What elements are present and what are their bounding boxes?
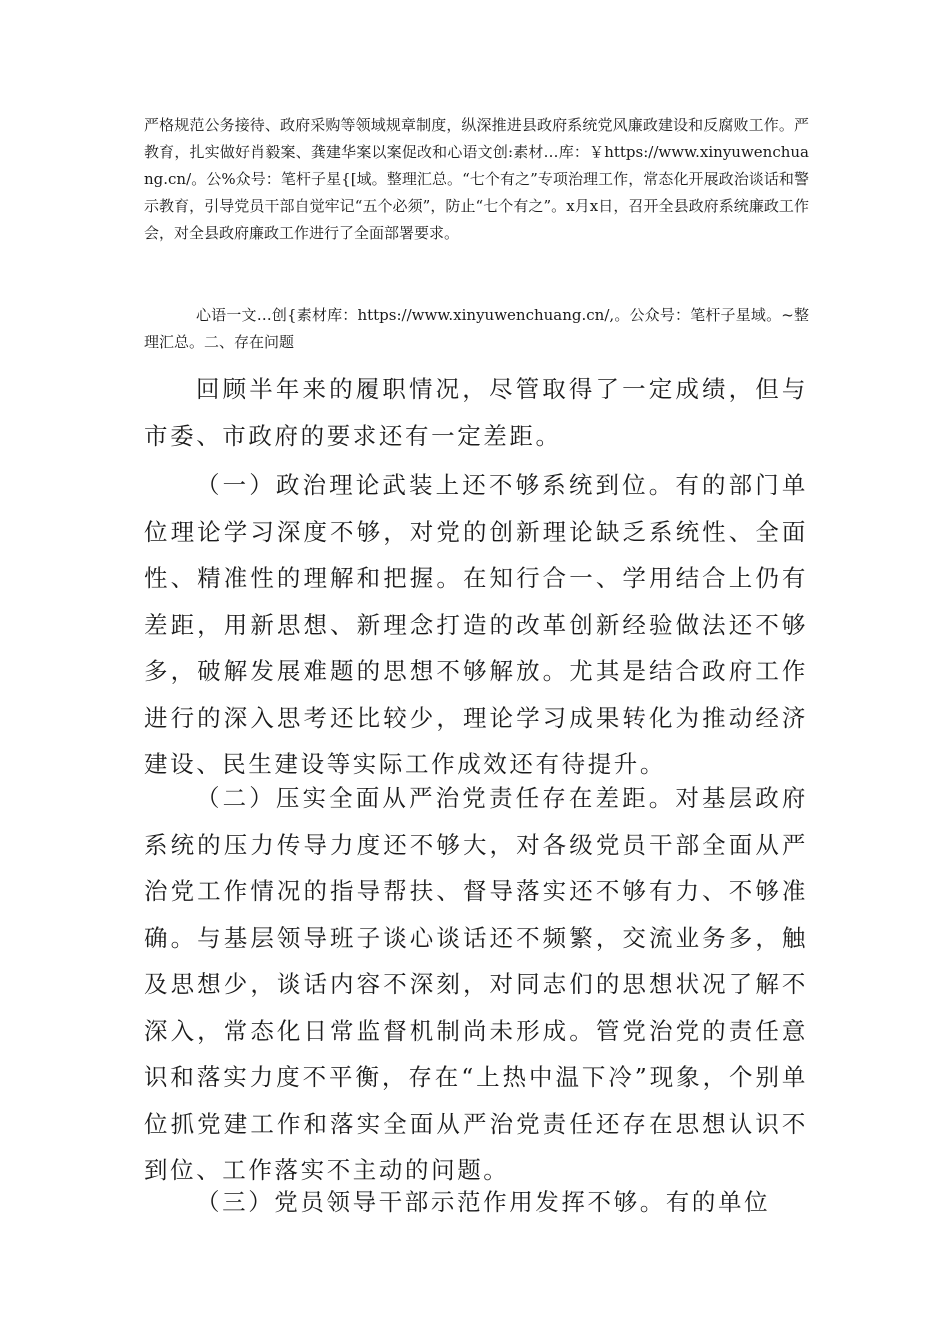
paragraph-section-heading: 心语一文…创{素材库：https://www.xinyuwenchuang.cn/,。公众号：笔杆子星域。~整理汇总。二、存在问题 — [144, 306, 809, 351]
paragraph-integrity-work: 严格规范公务接待、政府采购等领域规章制度，纵深推进县政府系统党风廉政建设和反腐败工作。严教育，扎实做好肖毅案、龚建华案以案促改和心语文创:素材…库：￥https://www.xinyuwenchuang.cn/。公%众号：笔杆子星{[域。整理汇总。“七个有之”专项治理工作，常态化开展政治谈话和警示教育，引导党员干部自觉牢记“五个必须”，防止“七个有之”。x月x日，召开全县政府系统廉政工作会，对全县政府廉政工作进行了全面部署要求。 — [144, 116, 809, 242]
paragraph-issue-one: （一）政治理论武装上还不够系统到位。有的部门单位理论学习深度不够，对党的创新理论缺乏系统性、全面性、精准性的理解和把握。在知行合一、学用结合上仍有差距，用新思想、新理念打造的改革创新经验做法还不够多，破解发展难题的思想不够解放。尤其是结合政府工作进行的深入思考还比较少，理论学习成果转化为推动经济建设、民生建设等实际工作成效还有待提升。 — [144, 471, 808, 778]
paragraph-review-intro: 回顾半年来的履职情况，尽管取得了一定成绩，但与市委、市政府的要求还有一定差距。 — [144, 375, 808, 450]
paragraph-issue-three: （三）党员领导干部示范作用发挥不够。有的单位 — [196, 1188, 771, 1216]
paragraph-issue-two: （二）压实全面从严治党责任存在差距。对基层政府系统的压力传导力度还不够大，对各级党员干部全面从严治党工作情况的指导帮扶、督导落实还不够有力、不够准确。与基层领导班子谈心谈话还不频繁，交流业务多，触及思想少，谈话内容不深刻，对同志们的思想状况了解不深入，常态化日常监督机制尚未形成。管党治党的责任意识和落实力度不平衡，存在“上热中温下冷”现象，个别单位抓党建工作和落实全面从严治党责任还存在思想认识不到位、工作落实不主动的问题。 — [144, 784, 808, 1184]
